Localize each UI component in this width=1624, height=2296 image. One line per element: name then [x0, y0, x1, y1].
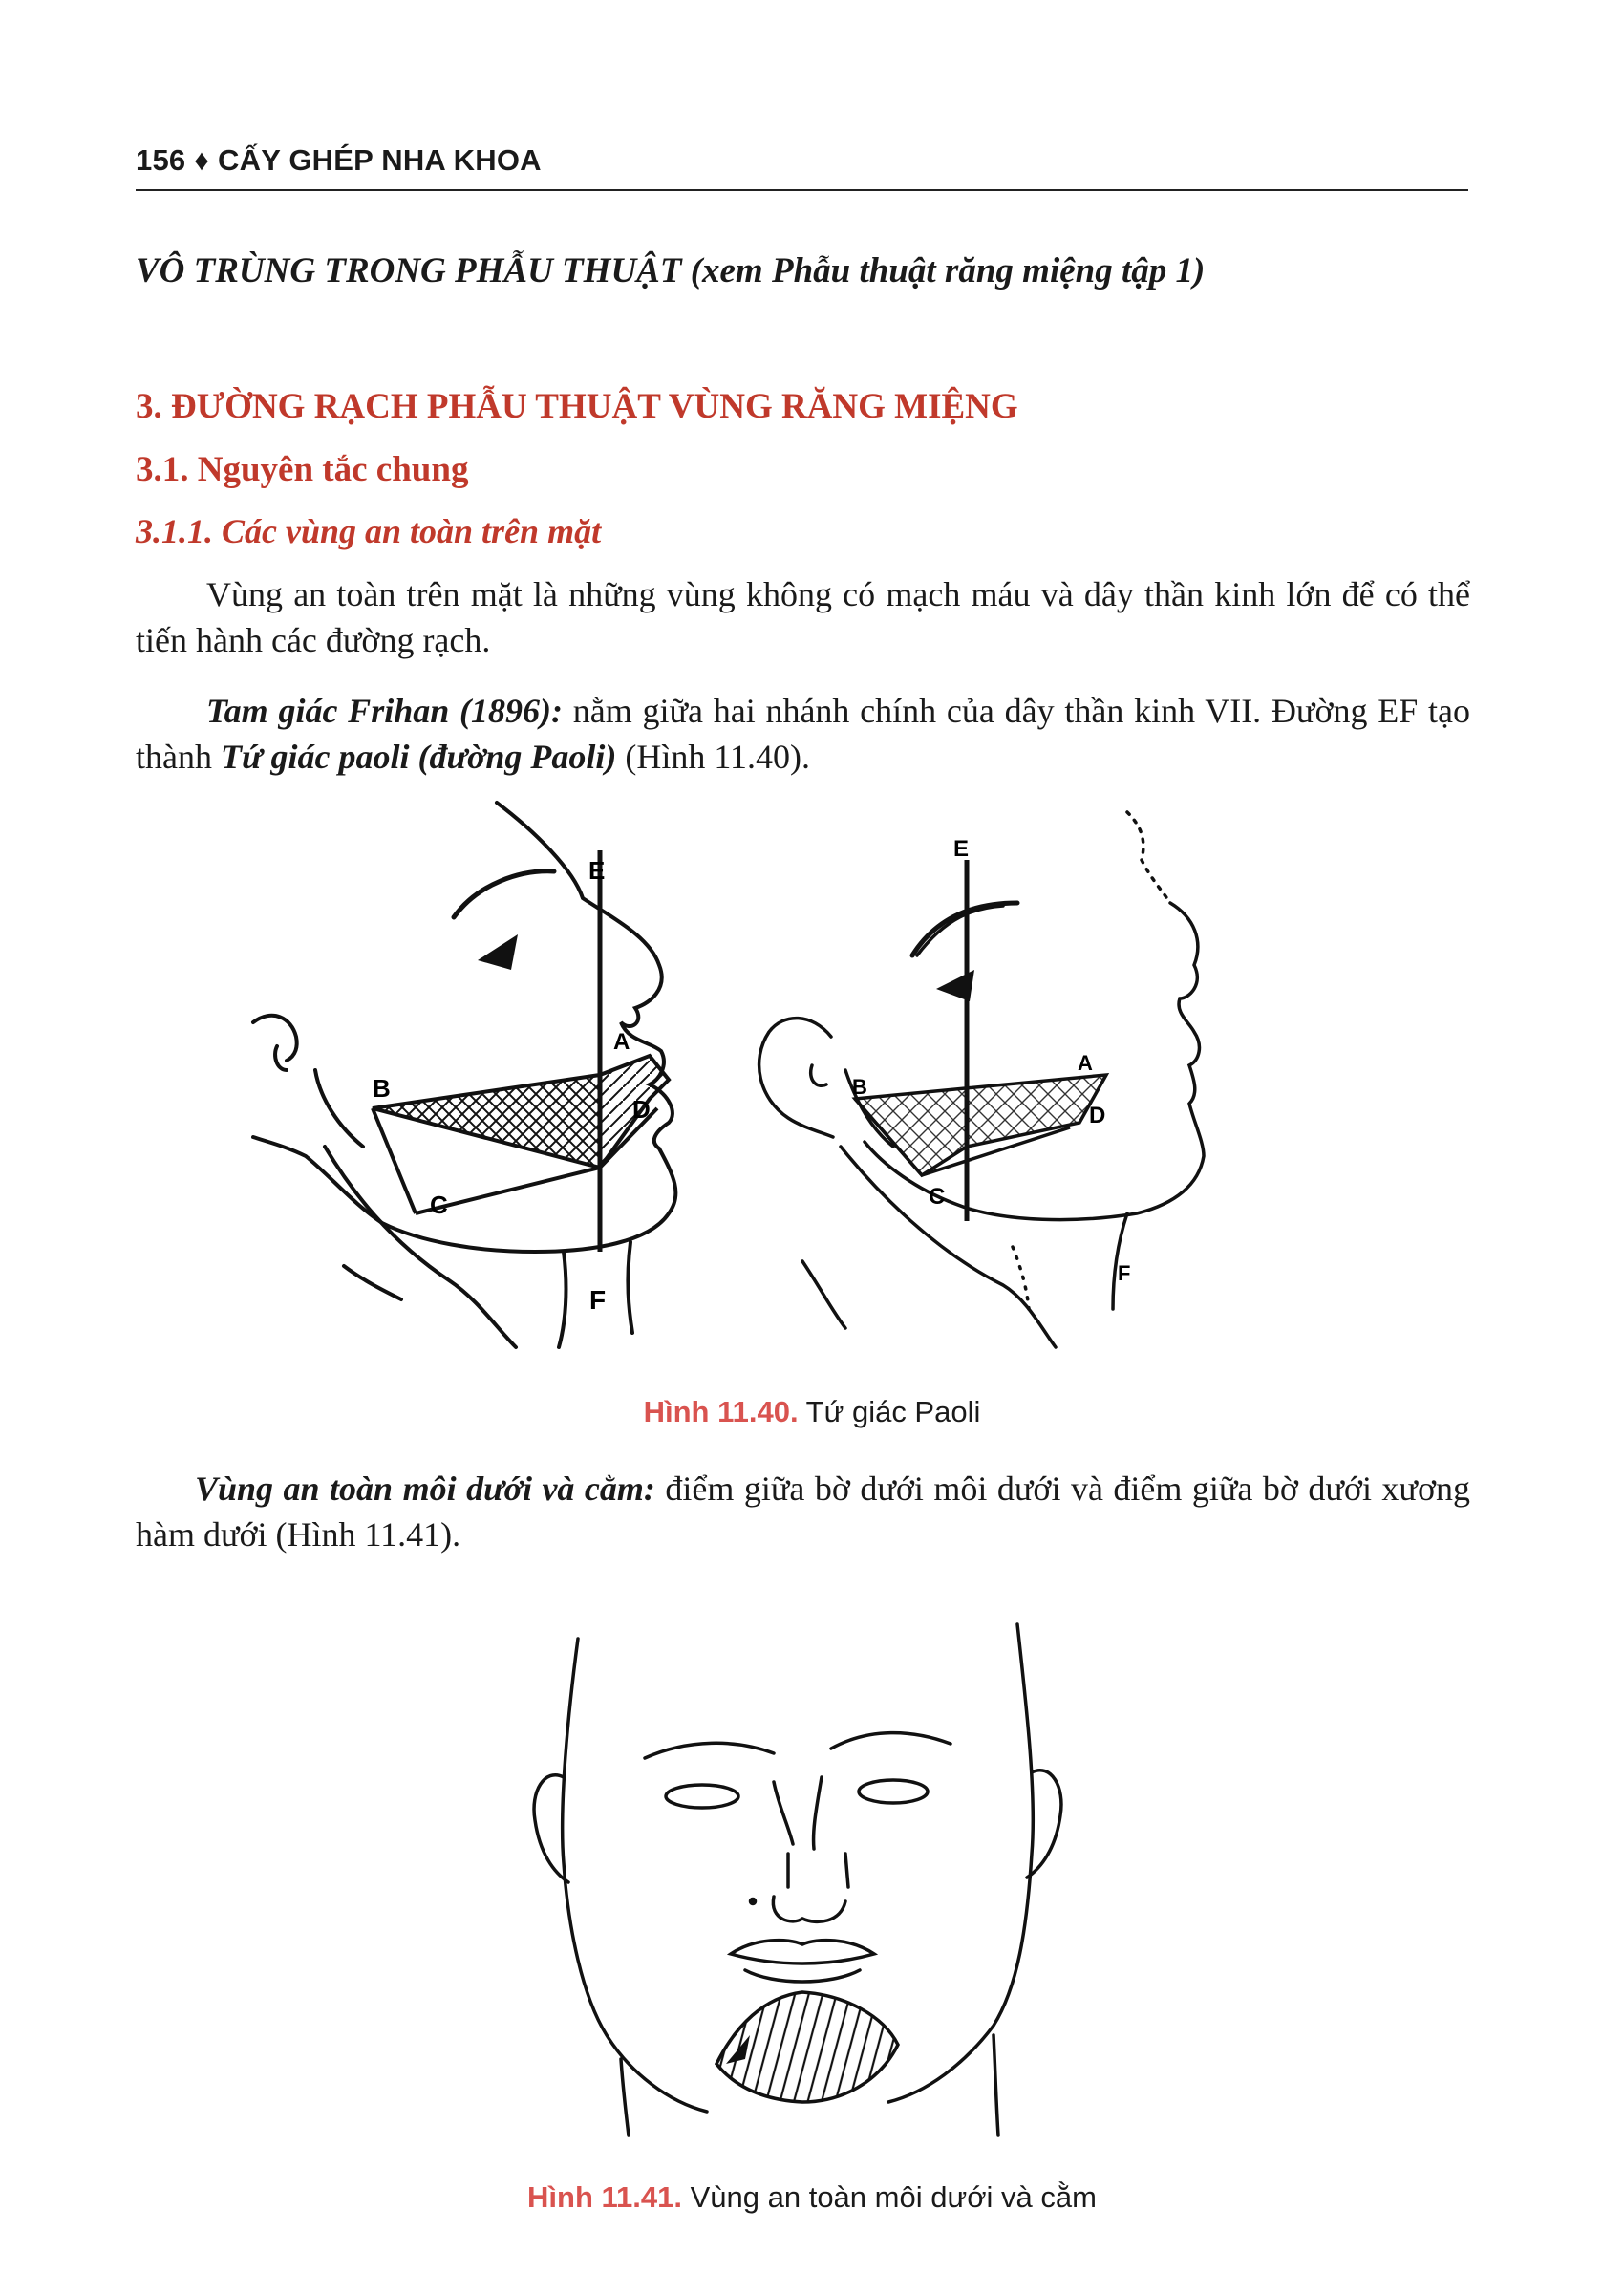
figure-label: Hình 11.40.: [643, 1395, 799, 1428]
eyes: [666, 1780, 928, 1808]
asepsis-heading: VÔ TRÙNG TRONG PHẪU THUẬT (xem Phẫu thuật răng miệng tập 1): [136, 251, 1206, 290]
mouth: [731, 1941, 874, 1982]
left-point-c: C: [430, 1191, 448, 1219]
figure-caption-text: Tứ giác Paoli: [798, 1395, 981, 1428]
book-title: CẤY GHÉP NHA KHOA: [218, 143, 542, 177]
lip-chin-text: điểm giữa bờ dưới môi dưới và điểm giữa bờ dưới xương hàm dưới (Hình 11.41).: [136, 1470, 1470, 1554]
right-point-d: D: [1089, 1103, 1106, 1128]
paragraph-frihan: [136, 688, 1470, 780]
paragraph-lip-chin: [136, 1466, 1470, 1557]
right-point-c: C: [929, 1184, 946, 1210]
right-profile-drawing: [759, 812, 1204, 1347]
term-lip-chin: Vùng an toàn môi dưới và cằm:: [195, 1470, 655, 1508]
right-point-b: B: [852, 1075, 867, 1099]
subsubsection-title: 3.1.1. Các vùng an toàn trên mặt: [136, 512, 602, 550]
figure-caption-text: Vùng an toàn môi dưới và cằm: [681, 2180, 1097, 2214]
left-point-d: D: [632, 1095, 651, 1124]
paoli-text: (Hình 11.40).: [616, 738, 811, 776]
page-number: 156: [136, 143, 186, 177]
right-point-f: F: [1118, 1261, 1131, 1285]
right-point-a: A: [1078, 1051, 1093, 1075]
eyebrows: [645, 1733, 951, 1758]
right-frihan-triangle: [855, 1075, 1106, 1175]
section-title: 3. ĐƯỜNG RẠCH PHẪU THUẬT VÙNG RĂNG MIỆNG: [136, 387, 1018, 426]
term-paoli: Tứ giác paoli (đường Paoli): [220, 738, 617, 776]
left-point-a: A: [613, 1029, 630, 1055]
left-point-b: B: [373, 1074, 391, 1103]
header-rule: [136, 189, 1468, 191]
nose: [751, 1777, 849, 1921]
frihan-text: nằm giữa hai nhánh chính của dây thần kinh VII. Đường EF tạo thành: [136, 692, 1470, 776]
running-header: [136, 143, 542, 178]
figure-lip-chin-safe-zone: [516, 1615, 1089, 2140]
figure-paoli-quadrilateral: [248, 793, 1357, 1376]
separator-glyph: ♦: [194, 143, 210, 177]
figure-caption-11-40: [525, 1395, 1099, 1429]
subsection-title: 3.1. Nguyên tắc chung: [136, 450, 469, 489]
left-point-e: E: [588, 856, 606, 885]
right-point-e: E: [953, 836, 970, 862]
left-frihan-triangle: [373, 1075, 600, 1168]
figure-label: Hình 11.41.: [527, 2180, 682, 2214]
left-point-f: F: [589, 1285, 607, 1315]
term-frihan: Tam giác Frihan (1896):: [206, 692, 563, 730]
left-eye-drawing: [454, 871, 554, 970]
left-cb-line: [373, 1108, 416, 1213]
paragraph-safe-zones: Vùng an toàn trên mặt là những vùng không có mạch máu và dây thần kinh lớn để có thể tiến hành các đường rạch.: [136, 575, 1470, 659]
figure-caption-11-41: [401, 2180, 1223, 2215]
